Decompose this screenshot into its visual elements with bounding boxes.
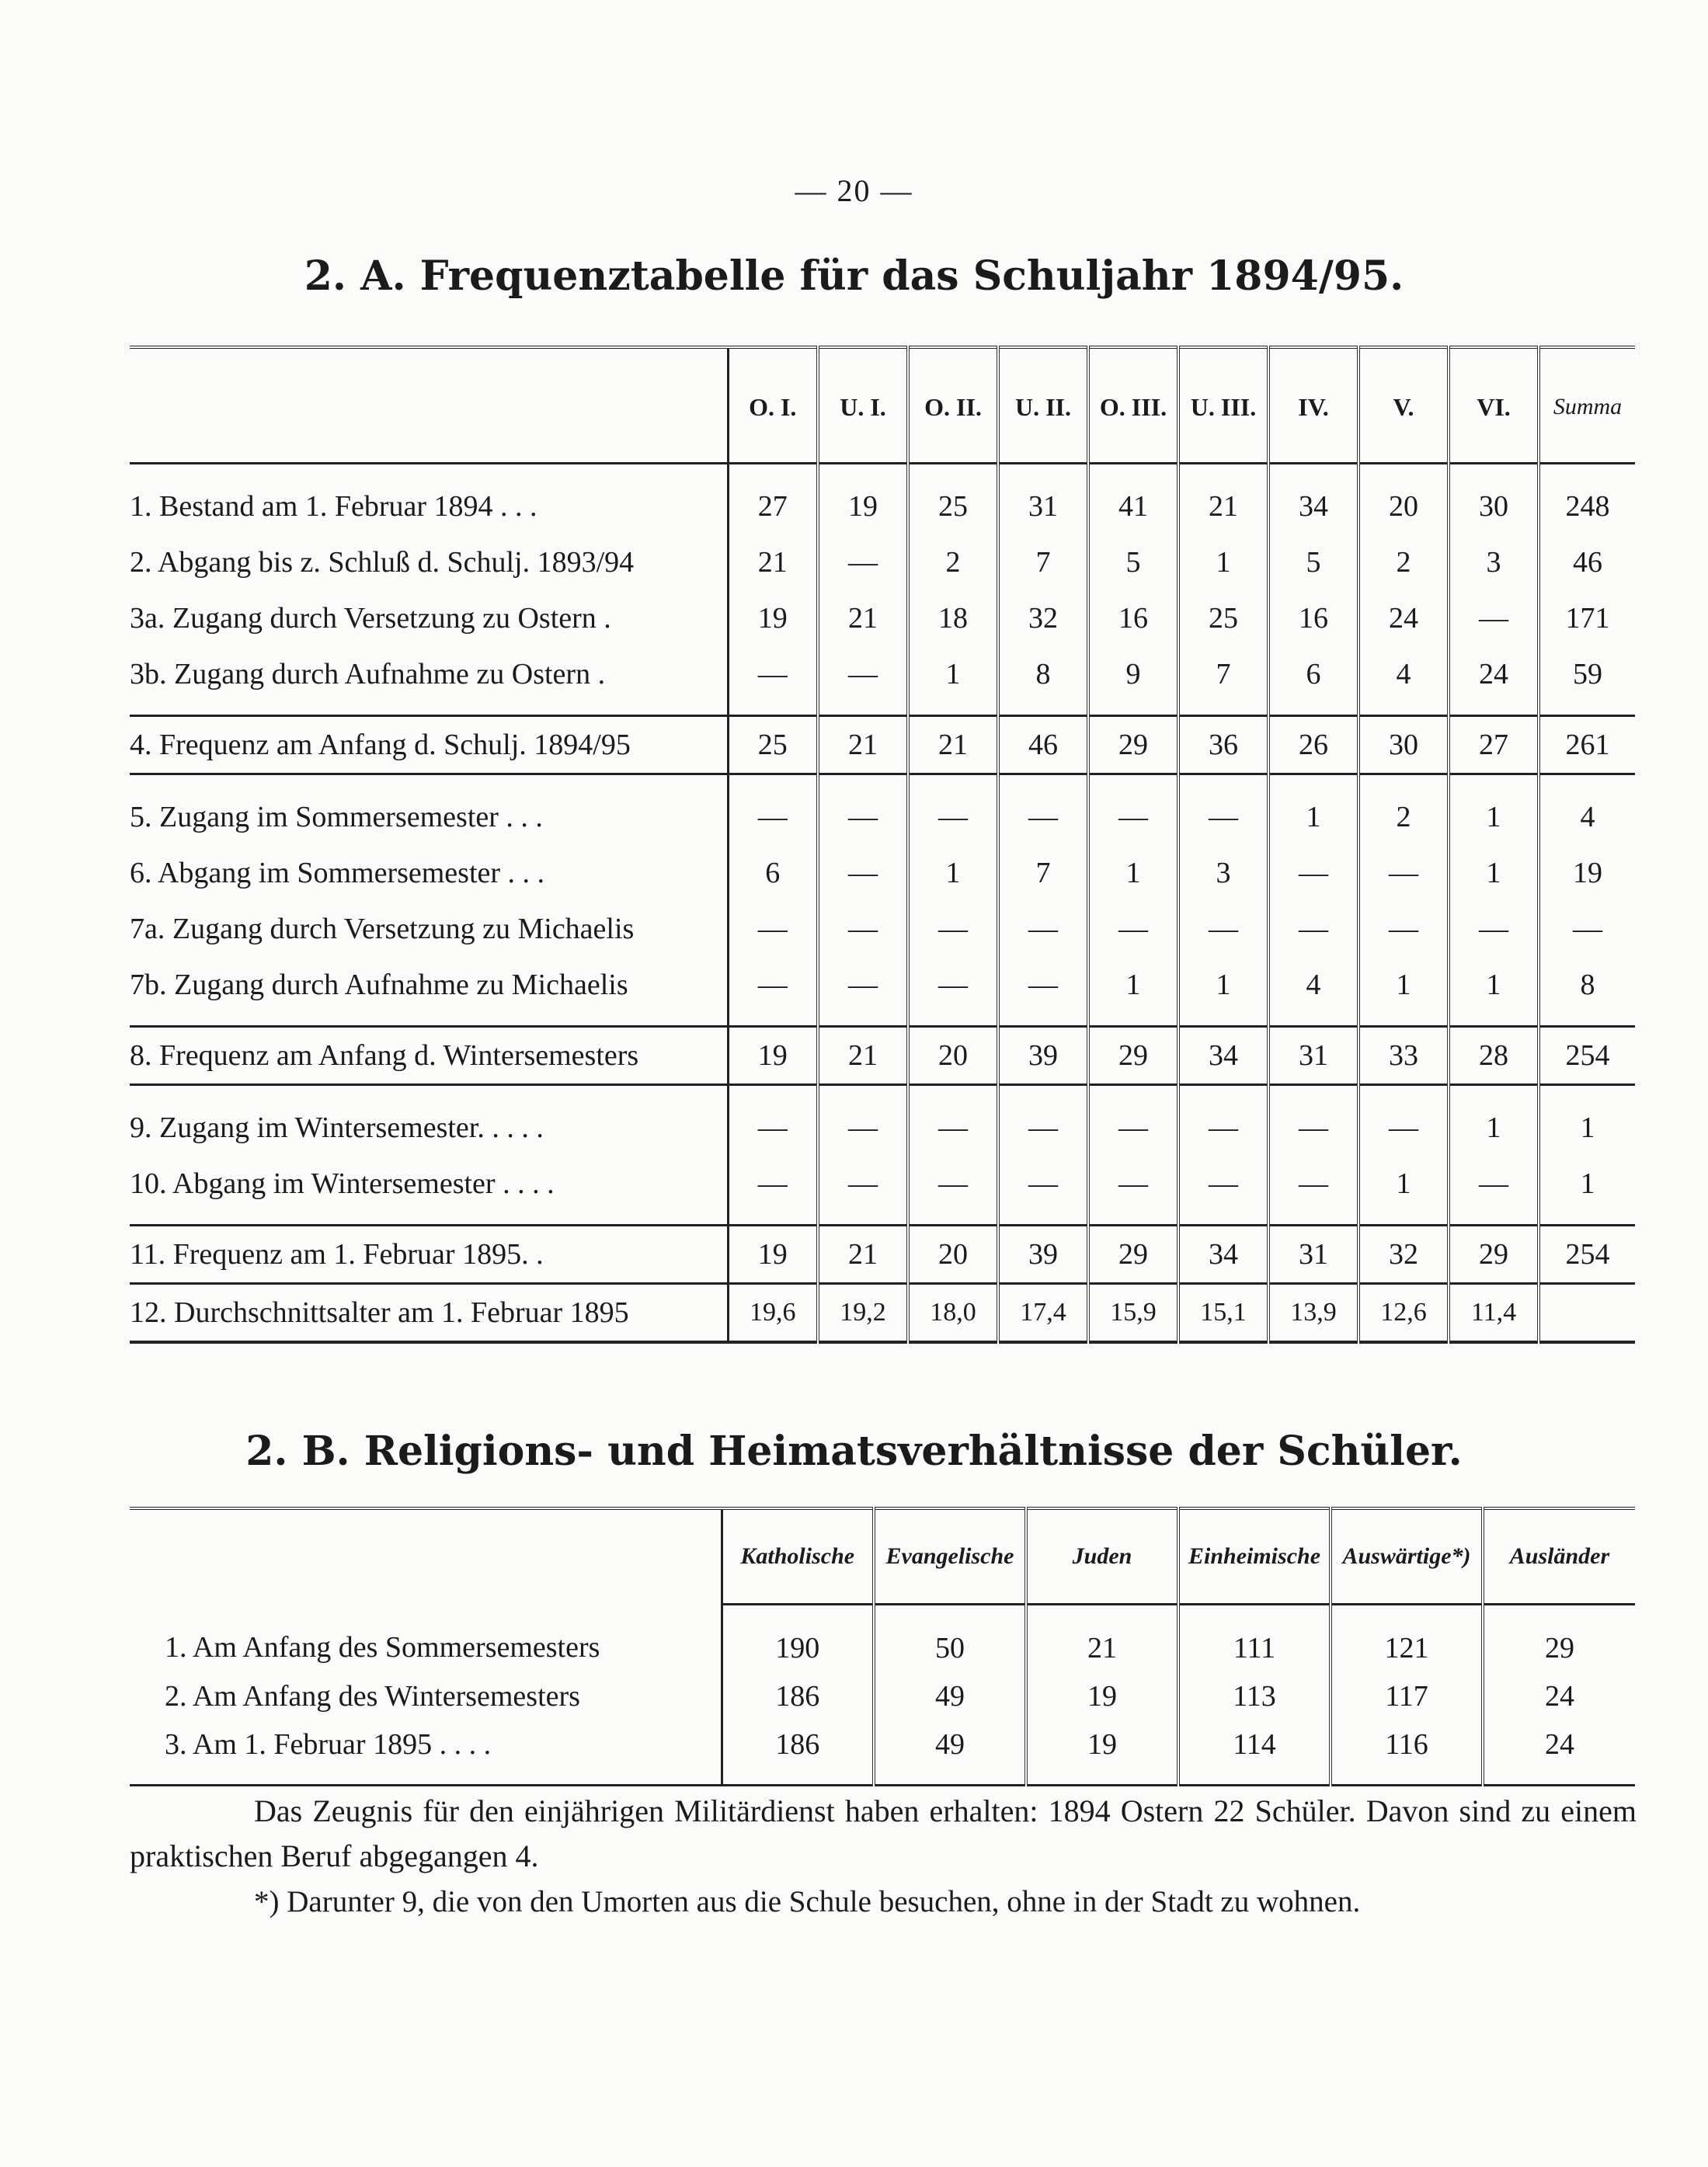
row-label: 8. Frequenz am Anfang d. Wintersemesters [130,1027,728,1085]
table-cell: 248 [1539,464,1635,535]
table-cell: 59 [1539,646,1635,716]
table-cell: 11,4 [1449,1284,1539,1343]
table-cell: 8 [1539,957,1635,1027]
table-cell: 117 [1331,1672,1483,1720]
table-cell: 1 [1449,957,1539,1027]
table-row [130,1156,1635,1226]
table-cell: — [1088,1085,1178,1157]
row-label: 1. Bestand am 1. Februar 1894 . . . [130,490,537,523]
table-cell: 24 [1358,590,1449,646]
table-cell: — [728,901,818,957]
table-cell: — [1178,901,1268,957]
row-label: 9. Zugang im Wintersemester. . . . . [130,1085,728,1157]
table-cell: 261 [1539,716,1635,774]
table-cell: 41 [1088,464,1178,535]
table-cell: 121 [1331,1605,1483,1673]
table-cell: — [1088,774,1178,846]
table-row [130,1027,1635,1085]
table-row [130,901,1635,957]
table-row [130,1605,1635,1673]
table-cell: 46 [1539,534,1635,590]
table-cell: 29 [1449,1226,1539,1284]
table-cell: — [728,774,818,846]
column-header: U. II. [998,347,1088,464]
table-row [130,716,1635,774]
table-cell: 19 [1026,1720,1178,1786]
row-label: 10. Abgang im Wintersemester . . . . [130,1167,555,1200]
table-cell: 1 [1178,957,1268,1027]
table-cell: 190 [722,1605,874,1673]
row-label: 3. Am 1. Februar 1895 . . . . [165,1728,492,1761]
table-cell: 1 [908,646,998,716]
table-cell: 39 [998,1027,1088,1085]
table-cell: — [818,774,908,846]
table-cell: 21 [1178,464,1268,535]
table-cell: — [1449,1156,1539,1226]
row-label: 12. Durchschnittsalter am 1. Februar 1895 [130,1284,728,1343]
table-cell: 29 [1088,1226,1178,1284]
column-header: U. III. [1178,347,1268,464]
table-row [130,957,1635,1027]
table-cell: — [818,901,908,957]
column-header: VI. [1449,347,1539,464]
table-cell: 30 [1449,464,1539,535]
table-cell: 8 [998,646,1088,716]
table-cell: 34 [1178,1226,1268,1284]
row-label: 6. Abgang im Sommersemester . . . [130,857,545,889]
table-cell: 25 [728,716,818,774]
table-cell: 32 [1358,1226,1449,1284]
table-cell: 19 [1539,845,1635,901]
table-cell: 7 [998,845,1088,901]
column-header: Ausländer [1483,1508,1635,1605]
table-cell: 3 [1449,534,1539,590]
table-cell: 26 [1268,716,1358,774]
table-cell: 19 [728,1226,818,1284]
table-cell: 18,0 [908,1284,998,1343]
table-cell: — [1268,1085,1358,1157]
column-header: Katholische [722,1508,874,1605]
table-cell: 27 [1449,716,1539,774]
table-cell: 15,9 [1088,1284,1178,1343]
table-cell: 20 [908,1027,998,1085]
table-cell: — [1088,1156,1178,1226]
table-header-row [130,347,1635,464]
table-row [130,1720,1635,1786]
table-row [130,1226,1635,1284]
table-cell: — [1268,845,1358,901]
table-cell: 31 [998,464,1088,535]
table-cell: 50 [874,1605,1026,1673]
table-cell: 21 [1026,1605,1178,1673]
table-cell: 12,6 [1358,1284,1449,1343]
table-cell: 20 [1358,464,1449,535]
row-label: 3a. Zugang durch Versetzung zu Ostern . [130,602,611,635]
column-header: O. I. [728,347,818,464]
row-label: 1. Am Anfang des Sommersemesters [165,1631,600,1664]
table-cell: 15,1 [1178,1284,1268,1343]
table-row [130,590,1635,646]
table-cell [1539,1284,1635,1343]
table-cell: 29 [1483,1605,1635,1673]
table-cell: 1 [1268,774,1358,846]
table-cell: — [1088,901,1178,957]
row-label: 7b. Zugang durch Aufnahme zu Michaelis [130,969,628,1001]
table-cell: — [728,1156,818,1226]
footnote-certificate: Das Zeugnis für den einjährigen Militärdienst haben erhalten: 1894 Ostern 22 Schüler. Davon sind zu einem praktischen Beruf abgegangen 4. [130,1793,1637,1873]
header-blank [130,1508,722,1605]
table-cell: — [1449,590,1539,646]
column-header: Einheimische [1178,1508,1331,1605]
column-header: Evangelische [874,1508,1026,1605]
table-cell: — [908,1156,998,1226]
table-cell: 1 [1358,957,1449,1027]
table-cell: — [998,1156,1088,1226]
table-cell: — [1268,901,1358,957]
row-label: 4. Frequenz am Anfang d. Schulj. 1894/95 [130,716,728,774]
column-header: Juden [1026,1508,1178,1605]
table-cell: 1 [1088,957,1178,1027]
table-cell: 32 [998,590,1088,646]
table-cell: — [818,957,908,1027]
table-cell: 34 [1178,1027,1268,1085]
table-cell: 171 [1539,590,1635,646]
table-cell: 254 [1539,1226,1635,1284]
table-cell: — [818,646,908,716]
column-header: IV. [1268,347,1358,464]
table-row [130,774,1635,846]
table-cell: — [728,1085,818,1157]
footnote-asterisk: *) Darunter 9, die von den Umorten aus die Schule besuchen, ohne in der Stadt zu wohnen. [254,1885,1361,1918]
header-blank [130,347,728,464]
table-cell: 21 [908,716,998,774]
table-cell: 6 [728,845,818,901]
table-cell: 31 [1268,1027,1358,1085]
column-header: V. [1358,347,1449,464]
table-cell: 1 [908,845,998,901]
table-header-row [130,1508,1635,1605]
table-cell: 7 [1178,646,1268,716]
table-cell: — [908,901,998,957]
table-cell: — [1268,1156,1358,1226]
table-cell: 6 [1268,646,1358,716]
table-cell: — [998,774,1088,846]
table-cell: — [818,1156,908,1226]
table-cell: — [1178,1085,1268,1157]
table-cell: 1 [1178,534,1268,590]
table-cell: 29 [1088,716,1178,774]
table-row [130,1672,1635,1720]
table-cell: — [728,646,818,716]
table-cell: 5 [1268,534,1358,590]
table-cell: 4 [1539,774,1635,846]
table-a-title: 2. A. Frequenztabelle für das Schuljahr 1894/95. [304,252,1404,300]
table-cell: 2 [1358,774,1449,846]
table-cell: 36 [1178,716,1268,774]
table-row [130,534,1635,590]
table-cell: 18 [908,590,998,646]
table-cell: 49 [874,1672,1026,1720]
column-header-summa: Summa [1539,347,1635,464]
table-cell: — [998,901,1088,957]
table-cell: — [908,957,998,1027]
table-cell: 24 [1483,1672,1635,1720]
table-cell: 21 [728,534,818,590]
table-cell: 21 [818,1027,908,1085]
table-row [130,845,1635,901]
table-cell: — [998,957,1088,1027]
table-cell: 5 [1088,534,1178,590]
table-cell: 46 [998,716,1088,774]
table-row [130,464,1635,535]
table-cell: — [728,957,818,1027]
column-header: O. III. [1088,347,1178,464]
table-cell: — [818,1085,908,1157]
column-header: Auswärtige*) [1331,1508,1483,1605]
table-cell: 1 [1449,1085,1539,1157]
table-cell: 25 [1178,590,1268,646]
table-cell: — [998,1085,1088,1157]
table-cell: 186 [722,1672,874,1720]
table-cell: 28 [1449,1027,1539,1085]
table-cell: 30 [1358,716,1449,774]
table-cell: 20 [908,1226,998,1284]
religion-residence-table [130,1507,1635,1786]
table-cell: 3 [1178,845,1268,901]
table-cell: — [1358,845,1449,901]
table-cell: 25 [908,464,998,535]
table-cell: 17,4 [998,1284,1088,1343]
table-cell: 186 [722,1720,874,1786]
table-cell: — [818,845,908,901]
table-cell: 31 [1268,1226,1358,1284]
table-cell: 1 [1088,845,1178,901]
table-cell: — [818,534,908,590]
table-cell: 27 [728,464,818,535]
table-cell: 16 [1088,590,1178,646]
table-cell: 21 [818,590,908,646]
table-cell: 49 [874,1720,1026,1786]
page-number: — 20 — [795,173,913,208]
table-cell: 34 [1268,464,1358,535]
table-cell: — [1178,774,1268,846]
table-cell: — [1539,901,1635,957]
table-cell: 7 [998,534,1088,590]
table-cell: 1 [1449,774,1539,846]
row-label: 2. Am Anfang des Wintersemesters [165,1680,580,1713]
row-label: 3b. Zugang durch Aufnahme zu Ostern . [130,658,606,690]
table-cell: 21 [818,716,908,774]
table-cell: 9 [1088,646,1178,716]
table-cell: — [908,1085,998,1157]
table-cell: 19 [728,590,818,646]
row-label: 5. Zugang im Sommersemester . . . [130,774,728,846]
table-cell: — [908,774,998,846]
table-cell: 1 [1449,845,1539,901]
table-cell: 2 [1358,534,1449,590]
table-cell: 19 [728,1027,818,1085]
table-row [130,1284,1635,1343]
table-cell: 116 [1331,1720,1483,1786]
table-cell: 33 [1358,1027,1449,1085]
frequency-table [130,346,1635,1344]
table-cell: 111 [1178,1605,1331,1673]
table-cell: — [1449,901,1539,957]
table-cell: 2 [908,534,998,590]
table-cell: 39 [998,1226,1088,1284]
table-cell: 4 [1358,646,1449,716]
row-label: 11. Frequenz am 1. Februar 1895. . [130,1226,728,1284]
column-header: O. II. [908,347,998,464]
table-cell: 254 [1539,1027,1635,1085]
table-cell: 24 [1449,646,1539,716]
table-cell: — [1358,901,1449,957]
table-cell: 16 [1268,590,1358,646]
table-cell: 19,2 [818,1284,908,1343]
table-row [130,1085,1635,1157]
table-cell: 1 [1539,1156,1635,1226]
table-cell: 19,6 [728,1284,818,1343]
table-b-title: 2. B. Religions- und Heimatsverhältnisse der Schüler. [245,1428,1463,1475]
table-cell: 21 [818,1226,908,1284]
table-cell: — [1358,1085,1449,1157]
table-cell: 1 [1539,1085,1635,1157]
row-label: 2. Abgang bis z. Schluß d. Schulj. 1893/94 [130,546,635,579]
table-cell: 113 [1178,1672,1331,1720]
table-cell: 29 [1088,1027,1178,1085]
table-cell: — [1178,1156,1268,1226]
table-cell: 4 [1268,957,1358,1027]
row-label: 7a. Zugang durch Versetzung zu Michaelis [130,913,635,945]
column-header: U. I. [818,347,908,464]
table-cell: 13,9 [1268,1284,1358,1343]
table-cell: 19 [1026,1672,1178,1720]
table-row [130,646,1635,716]
table-cell: 114 [1178,1720,1331,1786]
table-cell: 24 [1483,1720,1635,1786]
table-cell: 19 [818,464,908,535]
table-cell: 1 [1358,1156,1449,1226]
